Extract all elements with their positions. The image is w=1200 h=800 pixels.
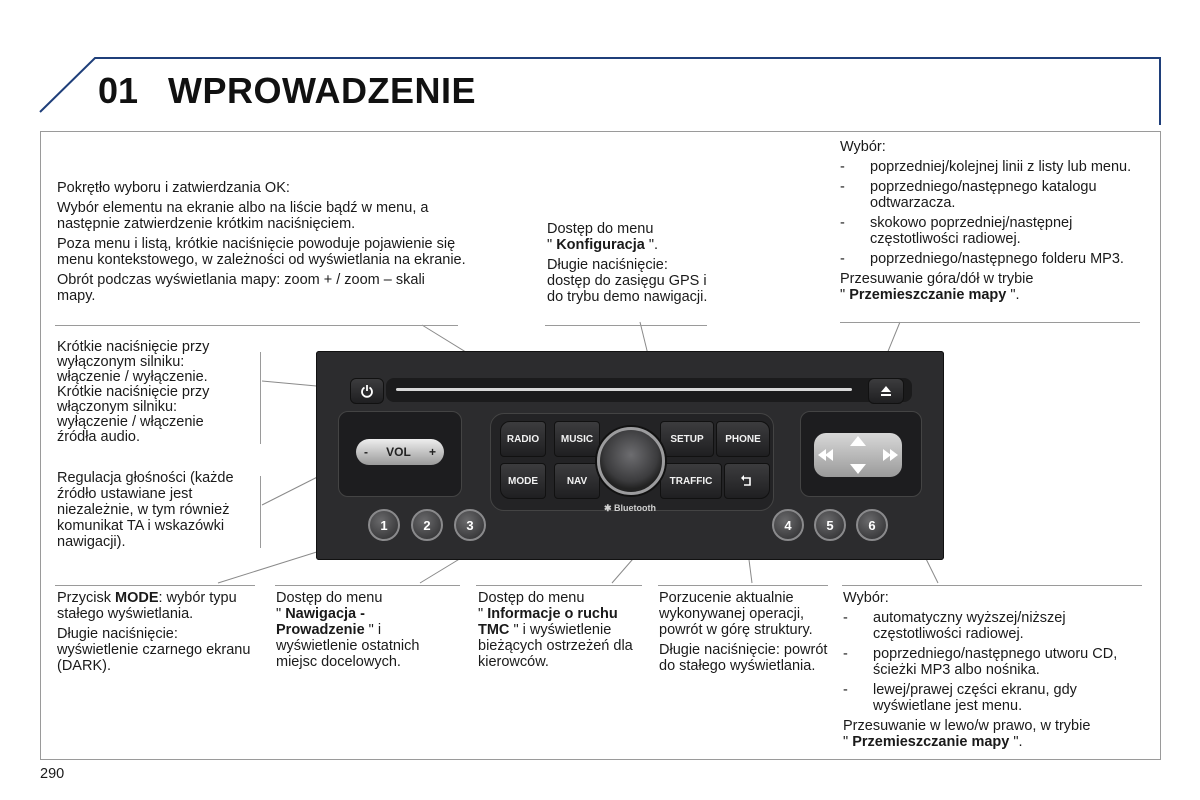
separator <box>842 585 1142 586</box>
phone-button[interactable]: PHONE <box>716 421 770 457</box>
callout-traffic <box>478 590 643 674</box>
separator <box>840 322 1140 323</box>
callout-heading: Wybór: <box>843 590 889 606</box>
callout-knob <box>57 180 467 308</box>
callout-text: Dostęp do menu " Nawigacja - Prowadzenie " i wyświetlenie ostatnich miejsc docelowych. <box>276 590 420 670</box>
volume-up[interactable]: + <box>428 445 436 459</box>
separator <box>545 325 707 326</box>
eject-icon <box>879 384 893 398</box>
mode-button[interactable]: MODE <box>500 463 546 499</box>
preset-4-button[interactable]: 4 <box>772 509 804 541</box>
selector-knob[interactable] <box>597 427 665 495</box>
callout-text: Pokrętło wyboru i zatwierdzania OK: <box>57 180 290 196</box>
callout-heading: Wybór: <box>840 139 886 155</box>
music-button[interactable]: MUSIC <box>554 421 600 457</box>
volume-control[interactable] <box>356 439 444 465</box>
volume-down[interactable]: - <box>364 445 368 459</box>
callout-volume <box>57 470 257 554</box>
callout-text: Krótkie naciśnięcie przy włączonym silniku: wyłączenie / włączenie źródła audio. <box>57 384 210 445</box>
callout-left-right <box>843 590 1153 754</box>
preset-5-button[interactable]: 5 <box>814 509 846 541</box>
power-button[interactable] <box>350 378 384 404</box>
power-icon <box>360 384 374 398</box>
cd-slot <box>386 378 912 402</box>
setup-button[interactable]: SETUP <box>660 421 714 457</box>
list-item: - automatyczny wyższej/niższej częstotliwości radiowej. <box>843 610 1066 642</box>
separator <box>260 352 261 444</box>
list-item: - lewej/prawej części ekranu, gdy wyświetlane jest menu. <box>843 682 1077 714</box>
list-item: - poprzedniego/następnego utworu CD, ścieżki MP3 albo nośnika. <box>843 646 1118 678</box>
direction-pad[interactable] <box>814 433 902 477</box>
callout-up-down <box>840 139 1158 307</box>
eject-button[interactable] <box>868 378 904 404</box>
nav-button[interactable]: NAV <box>554 463 600 499</box>
list-item: - poprzedniego/następnego folderu MP3. <box>840 251 1124 267</box>
callout-mode <box>57 590 257 678</box>
radio-button[interactable]: RADIO <box>500 421 546 457</box>
back-arrow-icon <box>740 474 754 488</box>
callout-text: Dostęp do menu " Informacje o ruchu TMC " i wyświetlenie bieżących ostrzeżeń dla kierowców. <box>478 590 633 670</box>
volume-label: VOL <box>386 445 411 459</box>
bluetooth-label: ✱ Bluetooth <box>604 503 657 513</box>
callout-setup <box>547 221 712 309</box>
separator <box>260 476 261 548</box>
page-number: 290 <box>40 766 65 782</box>
traffic-button[interactable]: TRAFFIC <box>660 463 722 499</box>
callout-nav <box>276 590 456 674</box>
list-item: - skokowo poprzedniej/następnej częstotliwości radiowej. <box>840 215 1073 247</box>
separator <box>658 585 828 586</box>
separator <box>55 325 458 326</box>
page-title: WPROWADZENIE <box>168 70 476 111</box>
callout-text: Przesuwanie w lewo/w prawo, w trybie " Przemieszczanie mapy ". <box>843 718 1091 750</box>
callout-text: Przesuwanie góra/dół w trybie " Przemieszczanie mapy ". <box>840 271 1034 303</box>
callout-text: Porzucenie aktualnie wykonywanej operacji, powrót w górę struktury. <box>659 590 813 638</box>
separator <box>476 585 642 586</box>
callout-text: Dostęp do menu " Konfiguracja ". <box>547 221 659 253</box>
callout-text: Długie naciśnięcie: dostęp do zasięgu GPS i do trybu demo nawigacji. <box>547 257 708 305</box>
radio-unit <box>316 351 944 560</box>
callout-text: Obrót podczas wyświetlania mapy: zoom + / zoom – skali mapy. <box>57 272 425 304</box>
separator <box>55 585 255 586</box>
preset-2-button[interactable]: 2 <box>411 509 443 541</box>
callout-back <box>659 590 837 678</box>
separator <box>275 585 460 586</box>
back-button[interactable] <box>724 463 770 499</box>
callout-text: Długie naciśnięcie: wyświetlenie czarnego ekranu (DARK). <box>57 626 251 674</box>
list-item: - poprzedniego/następnego katalogu odtwarzacza. <box>840 179 1097 211</box>
callout-text: Regulacja głośności (każde źródło ustawiane jest niezależnie, w tym również komunikat TA i wskazówki nawigacji). <box>57 470 234 550</box>
chapter-number: 01 <box>98 70 139 111</box>
callout-power <box>57 340 247 445</box>
callout-text: Wybór elementu na ekranie albo na liście bądź w menu, a następnie zatwierdzenie krótkim naciśnięciem. <box>57 200 429 232</box>
preset-3-button[interactable]: 3 <box>454 509 486 541</box>
callout-text: Krótkie naciśnięcie przy wyłączonym silniku: włączenie / wyłączenie. <box>57 339 210 385</box>
direction-arrows-icon <box>814 433 902 477</box>
preset-1-button[interactable]: 1 <box>368 509 400 541</box>
list-item: - poprzedniej/kolejnej linii z listy lub menu. <box>840 159 1132 175</box>
callout-text: Przycisk MODE: wybór typu stałego wyświetlania. <box>57 590 237 622</box>
preset-6-button[interactable]: 6 <box>856 509 888 541</box>
callout-text: Poza menu i listą, krótkie naciśnięcie powoduje pojawienie się menu kontekstowego, w zależności od wyświetlania na ekranie. <box>57 236 466 268</box>
callout-text: Długie naciśnięcie: powrót do stałego wyświetlania. <box>659 642 828 674</box>
